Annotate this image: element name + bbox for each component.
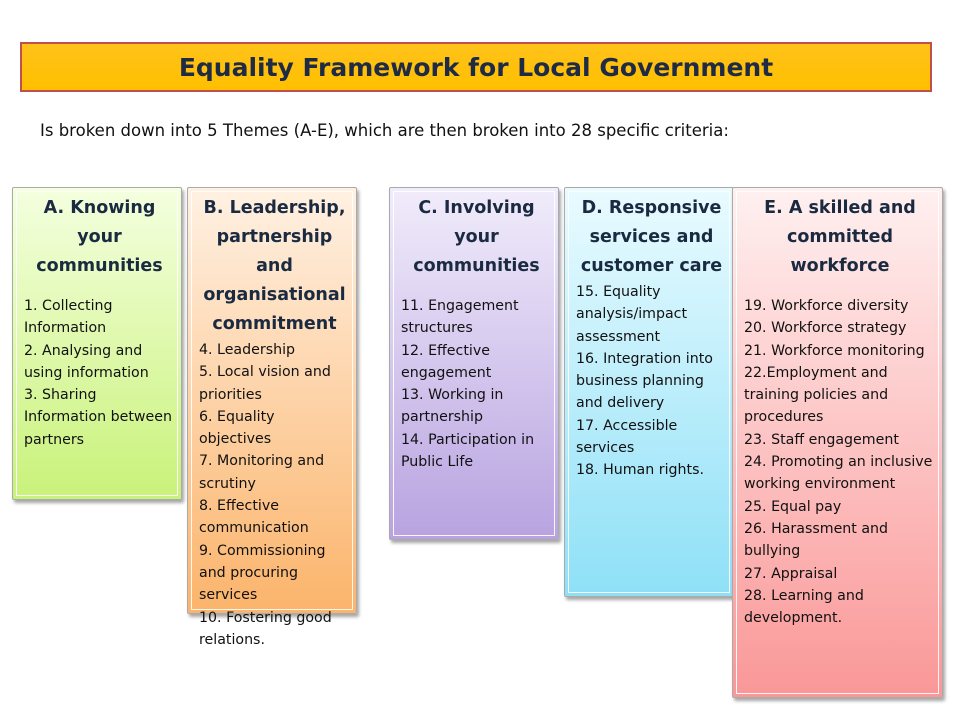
criterion-item: 8. Effective communication xyxy=(199,498,309,537)
theme-box-a xyxy=(12,187,182,500)
criterion-item: 2. Analysing and using information xyxy=(24,342,149,381)
criterion-item: 16. Integration into business planning and delivery xyxy=(576,350,713,412)
criteria-list xyxy=(24,295,175,451)
criteria-list xyxy=(199,339,350,651)
criterion-item: 3. Sharing Information between partners xyxy=(24,387,172,448)
criterion-item: 18. Human rights. xyxy=(576,462,704,479)
criteria-list xyxy=(744,295,936,629)
criterion-item: 23. Staff engagement xyxy=(744,431,899,448)
criterion-item: 1. Collecting Information xyxy=(24,298,113,337)
theme-heading: C. Involving your communities xyxy=(413,198,540,276)
criterion-item: 13. Working in partnership xyxy=(401,387,504,426)
theme-heading: D. Responsive services and customer care xyxy=(580,198,723,276)
criterion-item: 15. Equality analysis/impact assessment xyxy=(576,284,688,345)
criterion-item: 11. Engagement structures xyxy=(401,298,519,337)
criterion-item: 5. Local vision and priorities xyxy=(199,364,331,403)
theme-heading: B. Leadership, partnership and organisational commitment xyxy=(203,198,346,334)
theme-heading: E. A skilled and committed workforce xyxy=(764,198,916,276)
criteria-list xyxy=(401,295,552,473)
criterion-item: 7. Monitoring and scrutiny xyxy=(199,453,325,492)
theme-heading: A. Knowing your communities xyxy=(36,198,163,276)
criterion-item: 14. Participation in Public Life xyxy=(401,431,535,471)
criterion-item: 25. Equal pay xyxy=(744,498,842,515)
criteria-list xyxy=(576,281,727,482)
theme-box-b xyxy=(187,187,357,648)
theme-box-e xyxy=(732,187,943,698)
subtitle-text: Is broken down into 5 Themes (A-E), which are then broken into 28 specific criteria: xyxy=(40,121,729,140)
criterion-item: 21. Workforce monitoring xyxy=(744,342,925,359)
title-banner xyxy=(20,42,932,92)
criterion-item: 19. Workforce diversity xyxy=(744,298,909,314)
theme-box-d xyxy=(564,187,734,597)
criterion-item: 4. Leadership xyxy=(199,342,296,358)
criterion-item: 27. Appraisal xyxy=(744,565,838,582)
page-title: Equality Framework for Local Government xyxy=(178,52,774,82)
criterion-item: 17. Accessible services xyxy=(576,417,678,457)
criterion-item: 10. Fostering good relations. xyxy=(199,609,332,648)
criterion-item: 9. Commissioning and procuring services xyxy=(199,542,326,604)
criterion-item: 22.Employment and training policies and procedures xyxy=(744,364,889,426)
theme-box-c xyxy=(389,187,559,540)
criterion-item: 20. Workforce strategy xyxy=(744,320,907,337)
criterion-item: 28. Learning and development. xyxy=(744,587,864,627)
criterion-item: 24. Promoting an inclusive working environment xyxy=(744,454,933,493)
criterion-item: 26. Harassment and bullying xyxy=(744,520,889,560)
criterion-item: 12. Effective engagement xyxy=(401,342,492,381)
criterion-item: 6. Equality objectives xyxy=(199,408,275,448)
